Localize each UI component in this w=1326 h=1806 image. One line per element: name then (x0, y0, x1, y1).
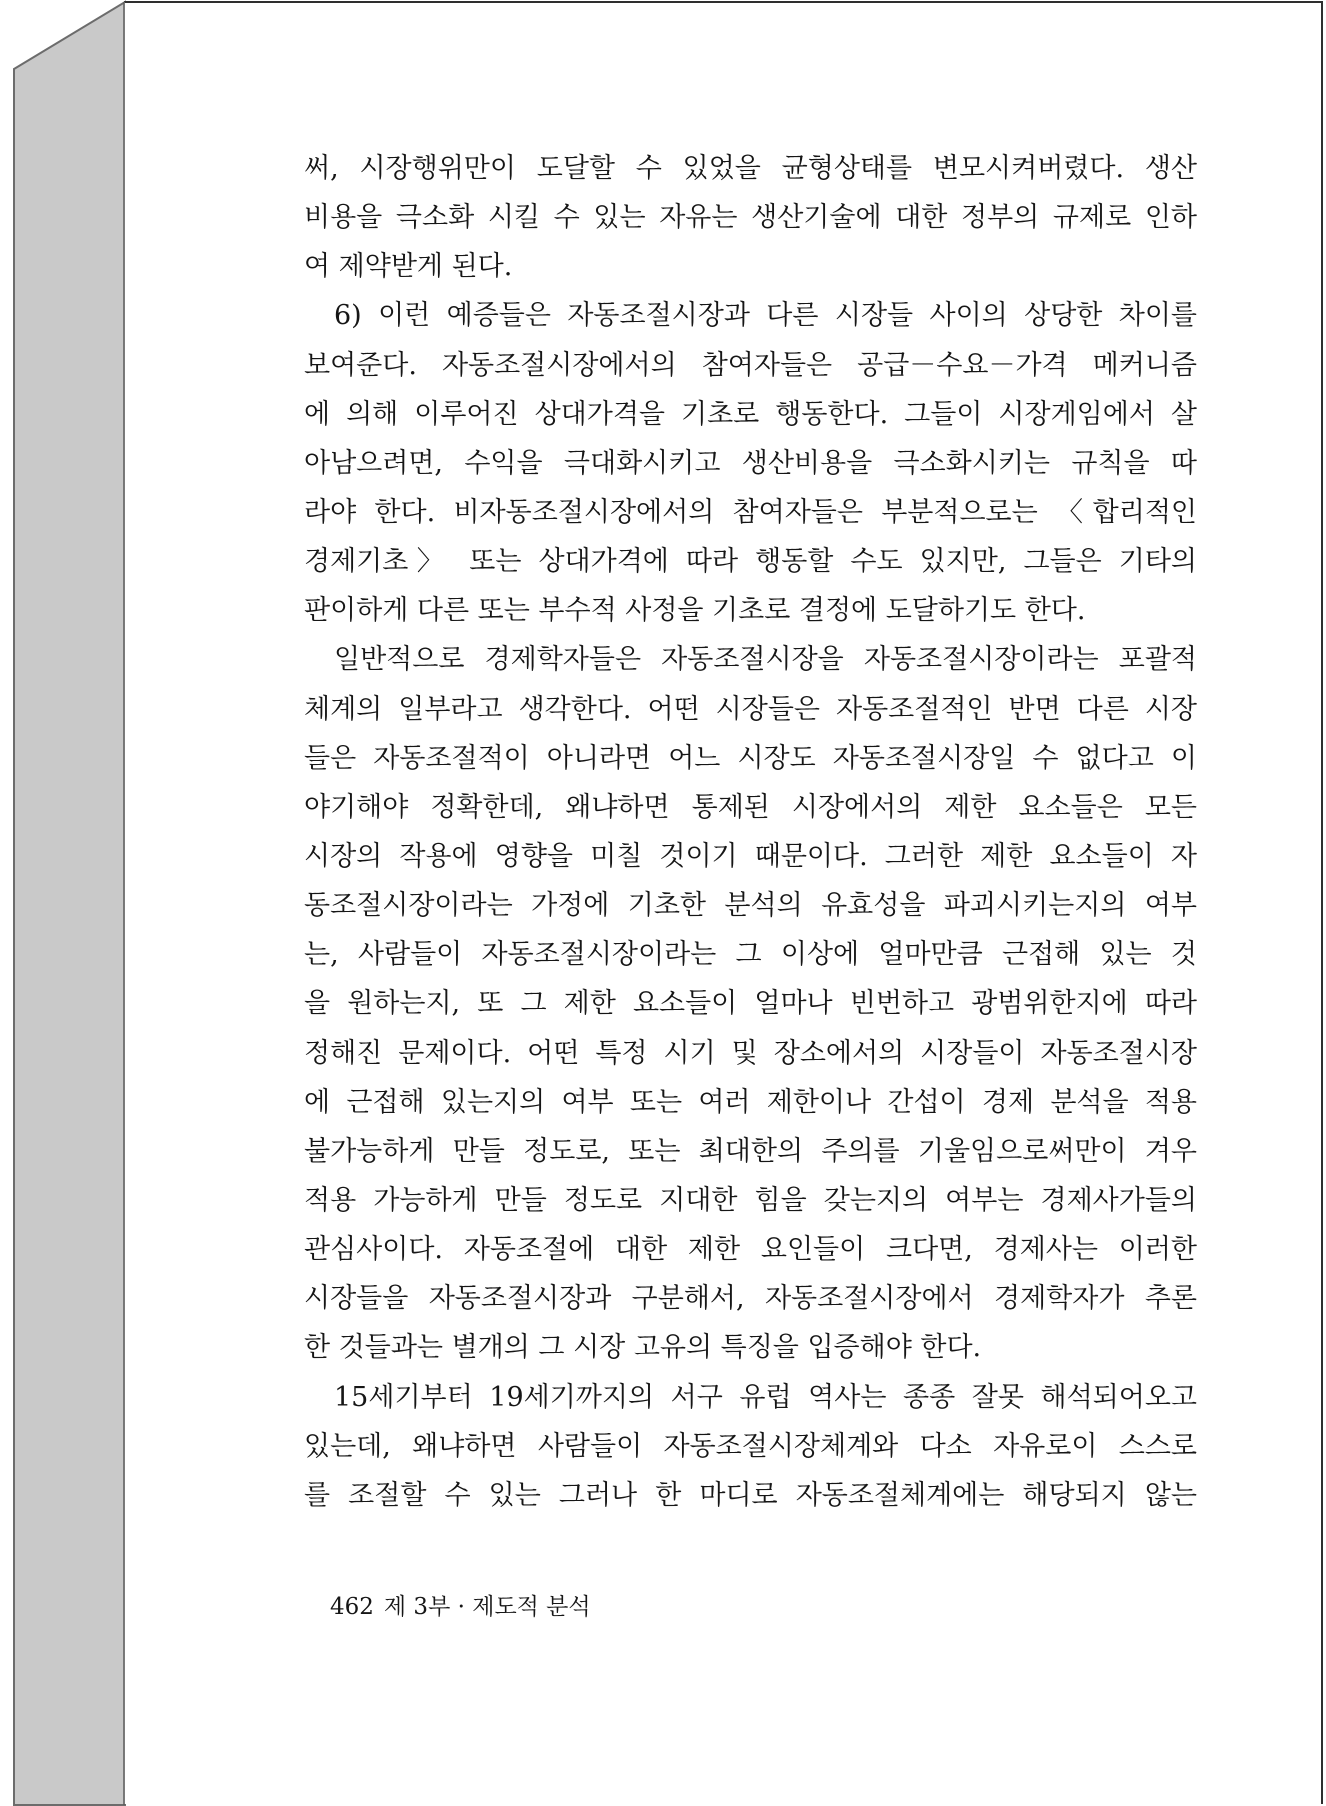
page-footer (330, 1591, 591, 1623)
text-line: 시장들을 자동조절시장과 구분해서, 자동조절시장에서 경제학자가 추론 (304, 1283, 1197, 1315)
text-line: 보여준다. 자동조절시장에서의 참여자들은 공급－수요－가격 메커니즘 (304, 349, 1197, 381)
text-line: 있는데, 왜냐하면 사람들이 자동조절시장체계와 다소 자유로이 스스로 (304, 1430, 1197, 1462)
text-line: 들은 자동조절적이 아니라면 어느 시장도 자동조절시장일 수 없다고 이 (304, 742, 1197, 774)
paragraph (304, 144, 1197, 291)
text-line: 를 조절할 수 있는 그러나 한 마디로 자동조절체계에는 해당되지 않는 (304, 1479, 1197, 1511)
text-line: 판이하게 다른 또는 부수적 사정을 기초로 결정에 도달하기도 한다. (304, 595, 1086, 627)
text-line: 체계의 일부라고 생각한다. 어떤 시장들은 자동조절적인 반면 다른 시장 (304, 693, 1197, 725)
paragraph (304, 291, 1197, 635)
text-line: 6) 이런 예증들은 자동조절시장과 다른 시장들 사이의 상당한 차이를 (334, 300, 1197, 332)
text-line: 아남으려면, 수익을 극대화시키고 생산비용을 극소화시키는 규칙을 따 (304, 447, 1197, 479)
body-text (304, 144, 1197, 1520)
text-line: 경제기초〉 또는 상대가격에 따라 행동할 수도 있지만, 그들은 기타의 (304, 546, 1197, 578)
page-number: 462 (330, 1594, 374, 1620)
text-line: 15세기부터 19세기까지의 서구 유럽 역사는 종종 잘못 해석되어오고 (334, 1381, 1197, 1413)
book-page (124, 1, 1323, 1804)
text-line: 비용을 극소화 시킬 수 있는 자유는 생산기술에 대한 정부의 규제로 인하 (304, 202, 1197, 234)
text-line: 야기해야 정확한데, 왜냐하면 통제된 시장에서의 제한 요소들은 모든 (304, 791, 1197, 823)
text-line: 정해진 문제이다. 어떤 특정 시기 및 장소에서의 시장들이 자동조절시장 (304, 1037, 1197, 1069)
text-line: 시장의 작용에 영향을 미칠 것이기 때문이다. 그러한 제한 요소들이 자 (304, 840, 1197, 872)
text-line: 에 의해 이루어진 상대가격을 기초로 행동한다. 그들이 시장게임에서 살 (304, 398, 1197, 430)
text-line: 써, 시장행위만이 도달할 수 있었을 균형상태를 변모시켜버렸다. 생산 (304, 153, 1197, 184)
text-line: 라야 한다. 비자동조절시장에서의 참여자들은 부분적으로는 〈합리적인 (304, 496, 1197, 528)
text-line: 관심사이다. 자동조절에 대한 제한 요인들이 크다면, 경제사는 이러한 (304, 1234, 1197, 1266)
text-line: 는, 사람들이 자동조절시장이라는 그 이상에 얼마만큼 근접해 있는 것 (304, 939, 1197, 971)
paragraph (304, 1373, 1197, 1520)
text-line: 에 근접해 있는지의 여부 또는 여러 제한이나 간섭이 경제 분석을 적용 (304, 1086, 1197, 1118)
text-line: 적용 가능하게 만들 정도로 지대한 힘을 갖는지의 여부는 경제사가들의 (304, 1184, 1197, 1216)
text-line: 불가능하게 만들 정도로, 또는 최대한의 주의를 기울임으로써만이 겨우 (304, 1135, 1197, 1167)
paragraph (304, 635, 1197, 1372)
text-line: 동조절시장이라는 가정에 기초한 분석의 유효성을 파괴시키는지의 여부 (304, 890, 1197, 922)
text-line: 을 원하는지, 또 그 제한 요소들이 얼마나 빈번하고 광범위한지에 따라 (304, 988, 1197, 1020)
spine-face (14, 2, 125, 1805)
book-spine (0, 0, 130, 1806)
text-line: 여 제약받게 된다. (304, 251, 513, 283)
text-line: 일반적으로 경제학자들은 자동조절시장을 자동조절시장이라는 포괄적 (334, 644, 1197, 676)
text-line: 한 것들과는 별개의 그 시장 고유의 특징을 입증해야 한다. (304, 1332, 982, 1364)
running-title: 제 3부 · 제도적 분석 (383, 1594, 591, 1620)
